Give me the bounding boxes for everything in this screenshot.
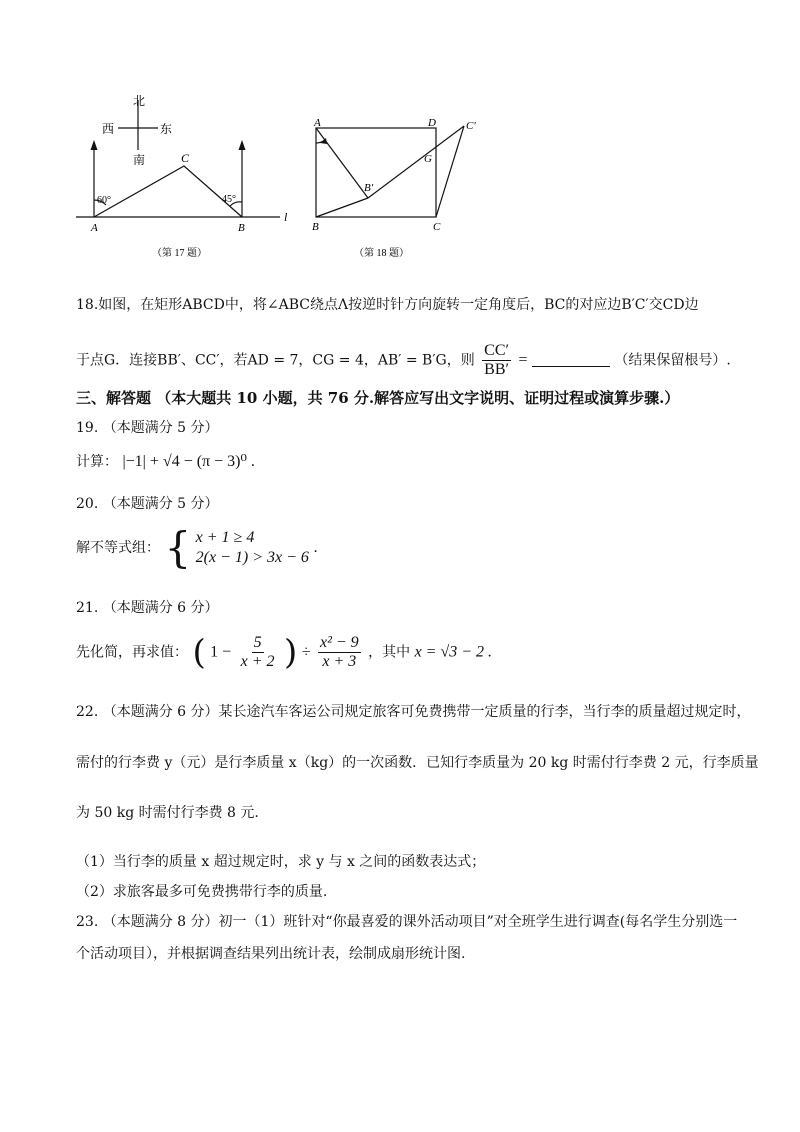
q22-sub1: （1）当行李的质量 x 超过规定时，求 y 与 x 之间的函数表达式；: [76, 854, 486, 870]
q21-frac1-num: 5: [253, 634, 262, 651]
q20-header: 20. （本题满分 5 分）: [76, 496, 219, 512]
q21-fraction-2: [318, 634, 361, 671]
path-acb: [94, 166, 242, 217]
q21-one-minus: 1 −: [210, 643, 232, 661]
label-point-c: C: [181, 151, 190, 165]
q20-period: .: [313, 540, 318, 556]
caption-fig17: （第 17 题）: [152, 248, 207, 259]
q21-divide: ÷: [301, 643, 311, 661]
q22-line3: 为 50 kg 时需付行李费 8 元.: [76, 805, 259, 821]
q21-left-paren: (: [192, 632, 206, 673]
section3-note: （本大题共 10 小题，共 76 分.解答应写出文字说明、证明过程或演算步骤.）: [156, 389, 680, 407]
arrowhead-a: [91, 140, 98, 150]
rectangle-abcd: [316, 128, 436, 217]
label-east: 东: [160, 122, 173, 136]
q21-prefix: 先化简，再求值：: [76, 644, 188, 661]
q19-body: [76, 452, 255, 472]
q18-answer-blank[interactable]: [532, 352, 610, 367]
label-point-g: G: [424, 153, 432, 165]
q19-prefix: 计算：: [76, 454, 118, 470]
label-point-a: A: [314, 117, 321, 129]
segment-bb-prime: [316, 198, 368, 217]
label-point-b: B: [312, 221, 319, 233]
q21-frac1-den: x + 2: [240, 653, 275, 670]
segment-b-prime-c-prime: [368, 126, 464, 198]
q20-body: [76, 523, 318, 573]
q21-fraction-1: [239, 634, 277, 671]
q22-line1: 22. （本题满分 6 分）某长途汽车客运公司规定旅客可免费携带一定质量的行李，当行李的质量超过规定时，: [76, 704, 751, 720]
q21-where: ，其中: [368, 644, 411, 661]
segment-cc-prime: [436, 126, 464, 217]
caption-fig18: （第 18 题）: [354, 248, 409, 259]
q22-sub2: （2）求旅客最多可免费携带行李的质量.: [76, 884, 328, 900]
label-point-d: D: [428, 117, 436, 129]
label-point-c: C: [433, 221, 441, 233]
label-angle-45: 45°: [222, 194, 236, 205]
q18-equals: =: [518, 351, 528, 369]
label-angle-60: 60°: [97, 195, 111, 206]
label-south: 南: [133, 153, 146, 167]
q21-value: x = √3 − 2 .: [414, 643, 493, 661]
q23-line2: 个活动项目），并根据调查结果列出统计表，绘制成扇形统计图.: [76, 946, 466, 962]
q19-header: 19. （本题满分 5 分）: [76, 420, 219, 436]
q18-text-part1: 于点G．连接BB′、CC′，若AD = 7，CG = 4，AB′ = B′G，则: [76, 352, 475, 369]
label-west: 西: [102, 122, 115, 136]
label-point-b-prime: B′: [364, 182, 374, 194]
q20-system: [196, 528, 309, 568]
q20-prefix: 解不等式组：: [76, 540, 160, 556]
q23-line1: 23. （本题满分 8 分）初一（1）班针对“你最喜爱的课外活动项目”对全班学生进行调查(每名学生分别选一: [76, 914, 738, 930]
label-line-l: l: [284, 210, 288, 224]
label-north: 北: [133, 94, 146, 108]
q18-line1: 18.如图，在矩形ABCD中，将∠ABC绕点Λ按逆时针方向旋转一定角度后，BC的对应边B′C′交CD边: [76, 297, 699, 313]
q21-body: [76, 634, 492, 678]
q18-frac-den: BB′: [484, 361, 510, 378]
segment-ab-prime: [316, 128, 368, 198]
q22-line2: 需付的行李费 y（元）是行李质量 x（kg）的一次函数．已知行李质量为 20 kg 时需付行李费 2 元，行李质量: [76, 755, 759, 771]
q18-text-part2: （结果保留根号）.: [614, 352, 731, 369]
q19-expression: |−1| + √4 − (π − 3)⁰ .: [122, 453, 255, 470]
q21-frac2-den: x + 3: [322, 653, 357, 670]
section3-title: 三、解答题: [76, 389, 152, 407]
q21-right-paren: ): [284, 632, 298, 673]
q21-header: 21. （本题满分 6 分）: [76, 600, 219, 616]
q18-frac-num: CC′: [484, 342, 510, 359]
q21-frac2-num: x² − 9: [319, 634, 359, 651]
arrowhead-b: [239, 140, 246, 150]
q20-inequality-2: 2(x − 1) > 3x − 6: [195, 549, 309, 566]
q18-line2: [76, 342, 731, 379]
q18-fraction: [482, 342, 511, 379]
label-point-c-prime: C′: [466, 120, 476, 132]
figure-17: [72, 90, 294, 270]
q20-brace: {: [164, 523, 192, 572]
label-point-a: A: [91, 222, 98, 234]
q20-inequality-1: x + 1 ≥ 4: [195, 529, 255, 546]
label-point-b: B: [238, 222, 245, 234]
section3-heading: [76, 388, 679, 408]
figure-18: [306, 114, 496, 270]
